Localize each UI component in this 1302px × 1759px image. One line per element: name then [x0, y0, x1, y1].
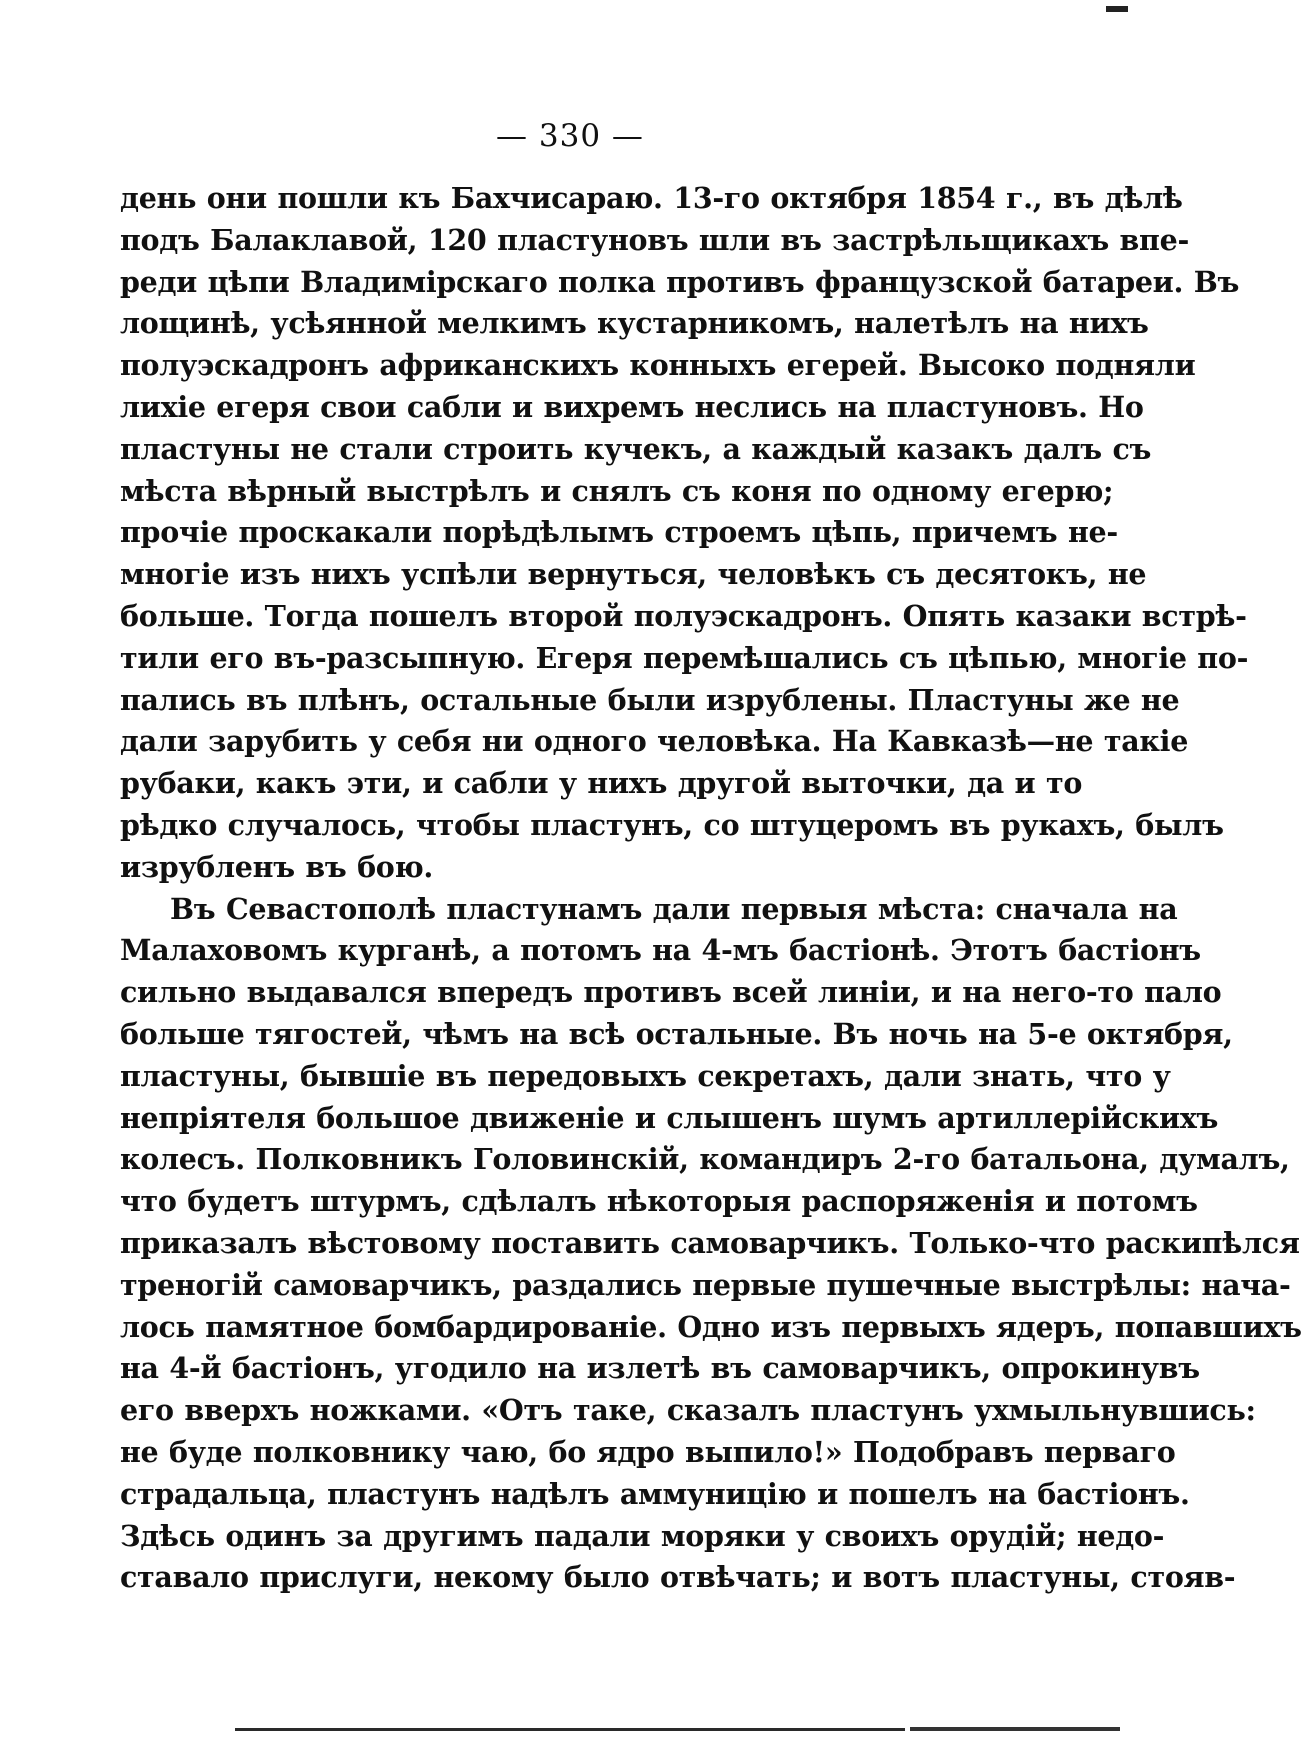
text-line: лось памятное бомбардированіе. Одно изъ первыхъ ядеръ, попавшихъ: [120, 1309, 1302, 1344]
text-line: больше. Тогда пошелъ второй полуэскадронъ. Опять казаки встрѣ-: [120, 598, 1247, 633]
text-line: не буде полковнику чаю, бо ядро выпило!» Подобравъ перваго: [120, 1434, 1176, 1469]
text-line: пластуны, бывшіе въ передовыхъ секретахъ, дали знать, что у: [120, 1058, 1171, 1093]
text-line: мѣста вѣрный выстрѣлъ и снялъ съ коня по одному егерю;: [120, 473, 1114, 508]
text-line: день они пошли къ Бахчисараю. 13-го октября 1854 г., въ дѣлѣ: [120, 181, 1183, 215]
bottom-rule: [235, 1728, 905, 1731]
text-line: на 4-й бастіонъ, угодило на излетѣ въ самоварчикъ, опрокинувъ: [120, 1351, 1200, 1386]
body-text: [120, 178, 1302, 1599]
text-line-paragraph-end: изрубленъ въ бою.: [120, 849, 434, 884]
text-line: пались въ плѣнъ, остальные были изрублены. Пластуны же не: [120, 682, 1180, 717]
text-line: его вверхъ ножками. «Отъ таке, сказалъ пластунъ ухмыльнувшись:: [120, 1393, 1256, 1428]
text-line: что будетъ штурмъ, сдѣлалъ нѣкоторыя распоряженія и потомъ: [120, 1184, 1198, 1219]
corner-mark: [1106, 6, 1128, 12]
text-line: страдальца, пластунъ надѣлъ аммуницію и пошелъ на бастіонъ.: [120, 1476, 1190, 1511]
text-line: пластуны не стали строить кучекъ, а каждый казакъ далъ съ: [120, 431, 1152, 466]
text-line: ставало прислуги, некому было отвѣчать; и вотъ пластуны, стояв-: [120, 1560, 1236, 1595]
text-line: подъ Балаклавой, 120 пластуновъ шли въ застрѣльщикахъ впе-: [120, 222, 1189, 257]
text-line: дали зарубить у себя ни одного человѣка. На Кавказѣ—не такіе: [120, 724, 1189, 759]
text-line: прочіе проскакали порѣдѣлымъ строемъ цѣпь, причемъ не-: [120, 515, 1118, 550]
text-line: больше тягостей, чѣмъ на всѣ остальные. Въ ночь на 5-е октября,: [120, 1016, 1233, 1051]
text-line: рѣдко случалось, чтобы пластунъ, со штуцеромъ въ рукахъ, былъ: [120, 807, 1224, 842]
text-line: реди цѣпи Владимірскаго полка противъ французской батареи. Въ: [120, 264, 1240, 299]
text-line: Малаховомъ курганѣ, а потомъ на 4-мъ бастіонѣ. Этотъ бастіонъ: [120, 933, 1201, 968]
text-line: непріятеля большое движеніе и слышенъ шумъ артиллерійскихъ: [120, 1100, 1219, 1135]
text-line-paragraph-start: Въ Севастополѣ пластунамъ дали первыя мѣста: сначала на: [170, 891, 1178, 926]
text-line: многіе изъ нихъ успѣли вернуться, человѣкъ съ десятокъ, не: [120, 557, 1147, 592]
text-line: рубаки, какъ эти, и сабли у нихъ другой выточки, да и то: [120, 766, 1083, 801]
text-line: лихіе егеря свои сабли и вихремъ неслись на пластуновъ. Но: [120, 389, 1144, 424]
text-line: треногій самоварчикъ, раздались первые пушечные выстрѣлы: нача-: [120, 1267, 1291, 1302]
text-line: колесъ. Полковникъ Головинскій, командиръ 2-го батальона, думалъ,: [120, 1142, 1290, 1177]
text-line: сильно выдавался впередъ противъ всей линіи, и на него-то пало: [120, 975, 1222, 1010]
page-number: — 330 —: [496, 118, 644, 154]
bottom-rule-right: [910, 1727, 1120, 1731]
text-line: лощинѣ, усѣянной мелкимъ кустарникомъ, налетѣлъ на нихъ: [120, 306, 1149, 341]
text-line: приказалъ вѣстовому поставить самоварчикъ. Только-что раскипѣлся: [120, 1225, 1300, 1260]
text-line: Здѣсь одинъ за другимъ падали моряки у своихъ орудій; недо-: [120, 1518, 1165, 1553]
text-line: тили его въ-разсыпную. Егеря перемѣшались съ цѣпью, многіе по-: [120, 640, 1249, 675]
text-line: полуэскадронъ африканскихъ конныхъ егерей. Высоко подняли: [120, 348, 1196, 383]
